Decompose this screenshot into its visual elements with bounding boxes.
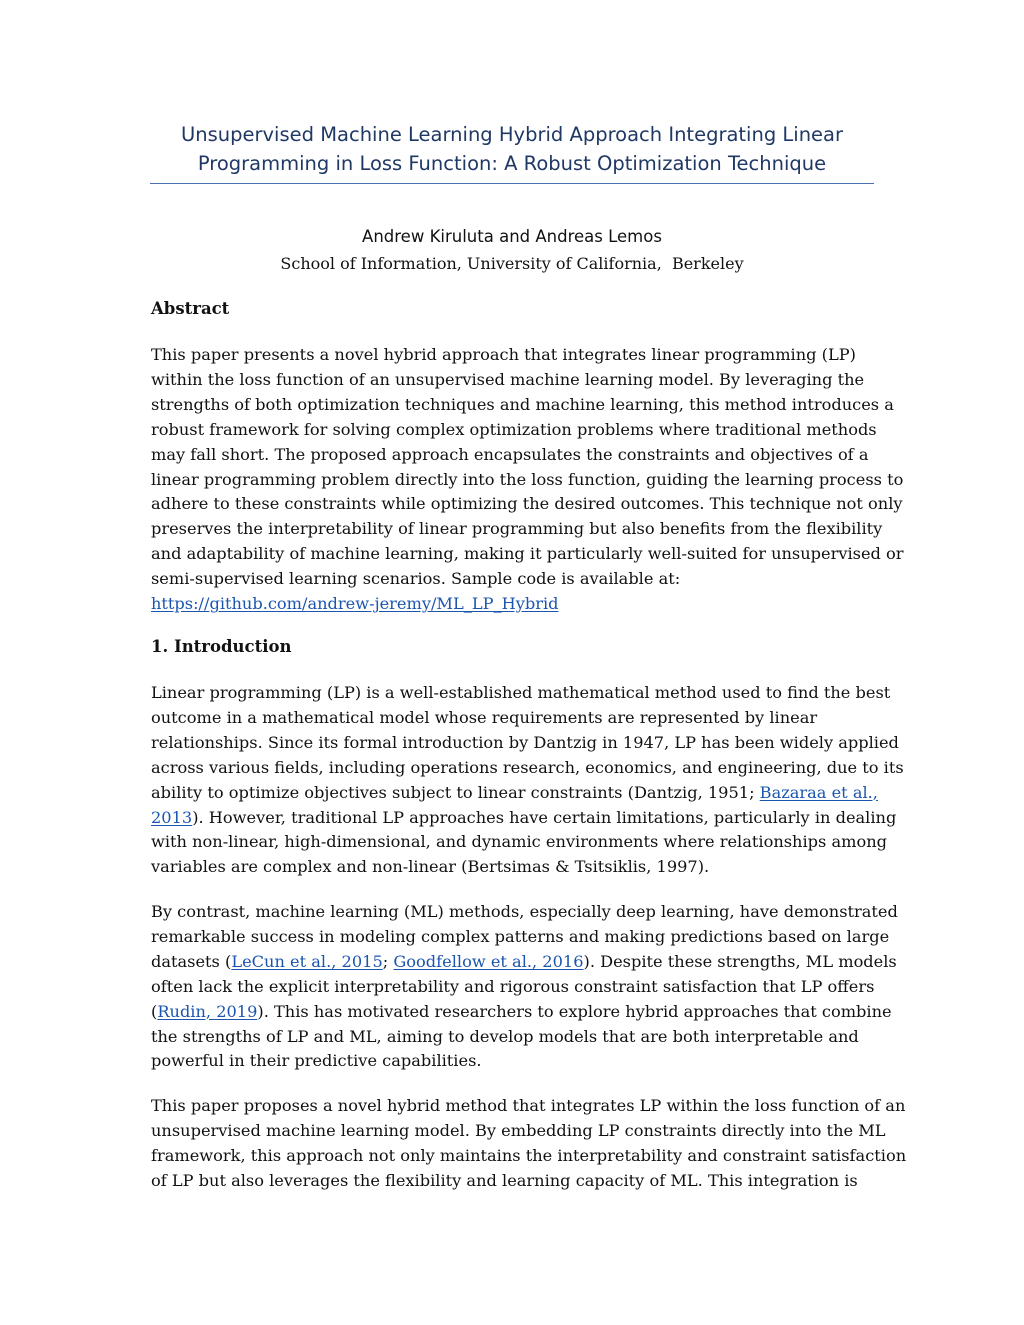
paragraph-line: often lack the explicit interpretability and rigorous constraint satisfaction that LP offers: [151, 976, 875, 996]
citation-goodfellow-link[interactable]: Goodfellow et al., 2016: [393, 951, 584, 971]
introduction-heading: 1. Introduction: [151, 637, 292, 656]
authors: Andrew Kiruluta and Andreas Lemos: [362, 227, 662, 246]
abstract-line: robust framework for solving complex optimization problems where traditional methods: [151, 419, 877, 439]
line-text: ). However, traditional LP approaches have certain limitations, particularly in dealing: [192, 807, 897, 827]
abstract-line: semi-supervised learning scenarios. Sample code is available at:: [151, 569, 681, 589]
citation-bazaraa-year-link[interactable]: 2013: [151, 807, 193, 827]
github-code-link[interactable]: https://github.com/andrew-jeremy/ML_LP_Hybrid: [151, 594, 559, 614]
title-divider: [150, 183, 874, 184]
abstract-line: strengths of both optimization techniques and machine learning, this method introduces a: [151, 394, 894, 414]
paragraph-line: unsupervised machine learning model. By embedding LP constraints directly into the ML: [151, 1120, 886, 1140]
paragraph-line: [151, 950, 897, 975]
paragraph-line: [151, 806, 897, 831]
title-line-2: Programming in Loss Function: A Robust Optimization Technique: [197, 152, 827, 175]
title-line-1: Unsupervised Machine Learning Hybrid Approach Integrating Linear: [180, 123, 844, 146]
intro-paragraph-1: [151, 681, 904, 880]
abstract-line: This paper presents a novel hybrid approach that integrates linear programming (LP): [151, 345, 856, 364]
citation-bazaraa-link[interactable]: Bazaraa et al.,: [759, 782, 878, 802]
line-text: (: [151, 1001, 158, 1021]
paragraph-line: relationships. Since its formal introduction by Dantzig in 1947, LP has been widely applied: [151, 732, 899, 752]
paragraph-line: [151, 1000, 892, 1025]
paragraph-line: across various fields, including operations research, economics, and engineering, due to its: [151, 757, 904, 777]
paragraph-line: By contrast, machine learning (ML) methods, especially deep learning, have demonstrated: [151, 902, 898, 921]
paragraph-line: with non-linear, high-dimensional, and dynamic environments where relationships among: [151, 832, 888, 852]
line-text: ). This has motivated researchers to explore hybrid approaches that combine: [257, 1001, 892, 1021]
paragraph-line: This paper proposes a novel hybrid method that integrates LP within the loss function of an: [151, 1096, 906, 1115]
paragraph-line: framework, this approach not only maintains the interpretability and constraint satisfaction: [151, 1145, 907, 1165]
line-text: datasets (: [151, 951, 232, 971]
paragraph-line: the strengths of LP and ML, aiming to develop models that are both interpretable and: [151, 1026, 859, 1046]
abstract-line: linear programming problem directly into the loss function, guiding the learning process to: [151, 469, 904, 489]
abstract-line: preserves the interpretability of linear programming but also benefits from the flexibility: [151, 519, 883, 539]
citation-lecun-link[interactable]: LeCun et al., 2015: [231, 951, 383, 971]
intro-paragraph-2: [151, 900, 898, 1074]
paragraph-line: variables are complex and non-linear (Bertsimas & Tsitsiklis, 1997).: [151, 857, 710, 877]
abstract-paragraph: [151, 343, 904, 617]
paragraph-line: outcome in a mathematical model whose requirements are represented by linear: [151, 707, 818, 727]
paragraph-line: powerful in their predictive capabilities.: [151, 1051, 482, 1071]
paragraph-line: [151, 781, 881, 806]
line-text: ;: [382, 951, 394, 971]
paragraph-line: Linear programming (LP) is a well-established mathematical method used to find the best: [151, 683, 891, 702]
citation-rudin-link[interactable]: Rudin, 2019: [157, 1001, 258, 1021]
line-text: ). Despite these strengths, ML models: [583, 951, 897, 971]
intro-paragraph-3: [151, 1094, 907, 1194]
paper-title: [150, 120, 874, 178]
abstract-heading: Abstract: [151, 299, 230, 318]
paragraph-line: remarkable success in modeling complex patterns and making predictions based on large: [151, 926, 890, 946]
abstract-line: may fall short. The proposed approach encapsulates the constraints and objectives of a: [151, 444, 869, 464]
line-text: ability to optimize objectives subject to linear constraints (Dantzig, 1951;: [151, 782, 760, 802]
abstract-line: adhere to these constraints while optimizing the desired outcomes. This technique not only: [151, 494, 903, 514]
abstract-line: and adaptability of machine learning, making it particularly well-suited for unsupervised or: [151, 544, 904, 564]
affiliation: School of Information, University of California, Berkeley: [280, 254, 744, 273]
abstract-line: within the loss function of an unsupervised machine learning model. By leveraging the: [151, 369, 865, 389]
paragraph-line: of LP but also leverages the flexibility and learning capacity of ML. This integration is: [151, 1170, 858, 1190]
abstract-line: [151, 592, 881, 617]
